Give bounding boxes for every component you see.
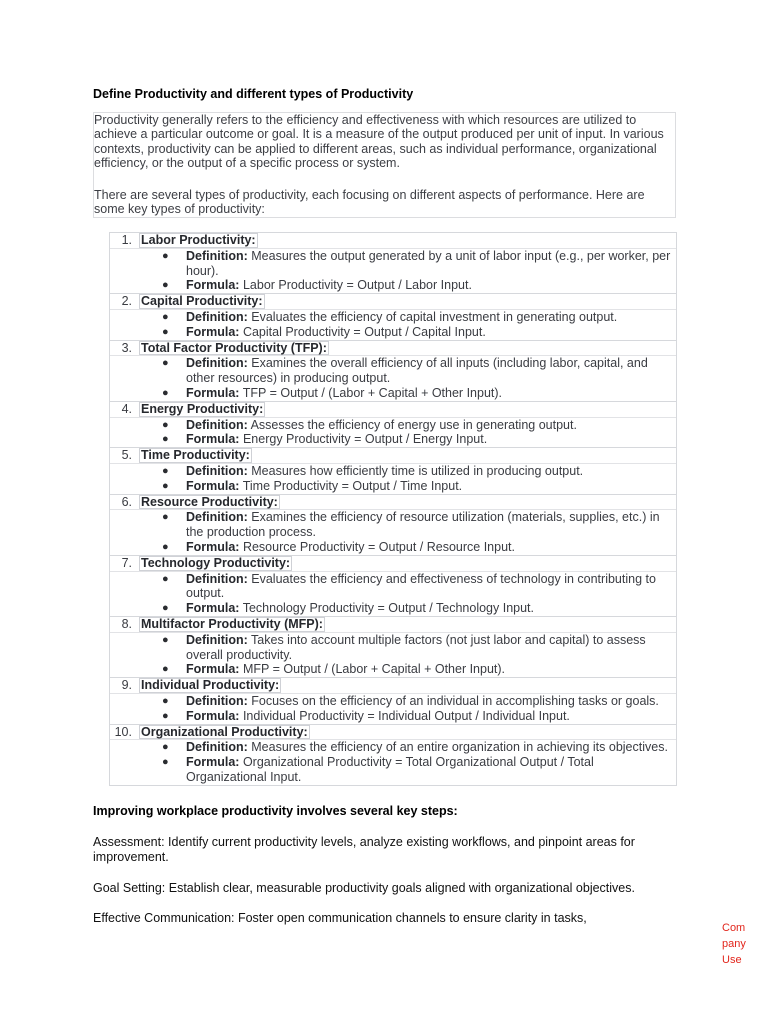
type-item-name: Total Factor Productivity (TFP): (141, 340, 327, 355)
bullet-dot-icon: ● (162, 756, 169, 769)
definition-bullet (110, 633, 676, 663)
definition-text: Examines the efficiency of resource utilization (materials, supplies, etc.) in the production process. (186, 510, 660, 540)
type-item-details (110, 463, 676, 494)
definition-label: Definition: (186, 248, 248, 263)
definition-label: Definition: (186, 632, 248, 647)
formula-text: Labor Productivity = Output / Labor Input. (239, 278, 472, 293)
type-item-header (110, 293, 676, 309)
formula-label: Formula: (186, 601, 240, 616)
definition-bullet (110, 694, 676, 709)
type-item-details (110, 571, 676, 616)
type-item-number: 10. (114, 724, 132, 739)
definition-label: Definition: (186, 417, 248, 432)
formula-text: Technology Productivity = Output / Technology Input. (239, 601, 534, 616)
type-item-header (110, 401, 676, 417)
bullet-dot-icon: ● (162, 709, 169, 722)
definition-label: Definition: (186, 510, 248, 525)
bullet-dot-icon: ● (162, 249, 169, 262)
type-item-header (110, 724, 676, 740)
definition-text: Measures the efficiency of an entire organization in achieving its objectives. (247, 740, 668, 755)
formula-text: Individual Productivity = Individual Output / Individual Input. (239, 708, 570, 723)
definition-label: Definition: (186, 309, 248, 324)
bullet-dot-icon: ● (162, 511, 169, 524)
formula-label: Formula: (186, 432, 240, 447)
formula-text: Capital Productivity = Output / Capital Input. (239, 324, 486, 339)
definition-label: Definition: (186, 693, 248, 708)
type-item-number: 4. (121, 401, 132, 416)
definition-bullet (110, 356, 676, 386)
definition-bullet (110, 310, 676, 325)
intro-paragraph-types: There are several types of productivity, each focusing on different aspects of performance. Here are some key types of productivity: (94, 187, 645, 217)
formula-bullet (110, 325, 676, 340)
formula-text: Resource Productivity = Output / Resource Input. (239, 539, 515, 554)
productivity-types-list (109, 232, 677, 786)
definition-bullet (110, 510, 676, 540)
bullet-dot-icon: ● (162, 433, 169, 446)
formula-bullet (110, 540, 676, 555)
formula-bullet (110, 601, 676, 616)
formula-bullet (110, 278, 676, 293)
intro-paragraph-definition: Productivity generally refers to the efficiency and effectiveness with which resources are utilized to achieve a particular outcome or goal. It is a measure of the output produced per unit of input. In various contexts, productivity can be applied to different areas, such as individual performance, organizational efficiency, or the output of a specific process or system. (94, 113, 664, 171)
company-use-stamp: Company Use (722, 922, 746, 966)
formula-label: Formula: (186, 278, 240, 293)
type-item-number: 3. (121, 340, 132, 355)
type-item-number: 8. (121, 616, 132, 631)
type-item-name: Resource Productivity: (141, 494, 278, 509)
type-item-name: Technology Productivity: (141, 555, 291, 570)
bullet-dot-icon: ● (162, 694, 169, 707)
definition-text: Takes into account multiple factors (not just labor and capital) to assess overall productivity. (186, 632, 646, 662)
bullet-dot-icon: ● (162, 663, 169, 676)
formula-label: Formula: (186, 708, 240, 723)
type-item-number: 9. (121, 678, 132, 693)
bullet-dot-icon: ● (162, 279, 169, 292)
formula-label: Formula: (186, 755, 240, 770)
formula-text: MFP = Output / (Labor + Capital + Other Input). (239, 662, 506, 677)
type-item-number: 5. (121, 448, 132, 463)
type-item-header (110, 494, 676, 510)
formula-label: Formula: (186, 478, 240, 493)
formula-label: Formula: (186, 662, 240, 677)
bullet-dot-icon: ● (162, 540, 169, 553)
formula-text: Time Productivity = Output / Time Input. (239, 478, 463, 493)
document-title: Define Productivity and different types of Productivity (93, 87, 414, 101)
definition-bullet (110, 464, 676, 479)
type-item-header (110, 677, 676, 693)
type-item-name: Organizational Productivity: (141, 724, 308, 739)
definition-text: Measures how efficiently time is utilized in producing output. (247, 463, 584, 478)
definition-label: Definition: (186, 463, 248, 478)
type-item-details (110, 355, 676, 400)
step-assessment: Assessment: Identify current productivity levels, analyze existing workflows, and pinpoint areas for improvement. (93, 835, 635, 864)
formula-label: Formula: (186, 324, 240, 339)
formula-text: TFP = Output / (Labor + Capital + Other Input). (239, 385, 503, 400)
type-item-details (110, 309, 676, 340)
definition-label: Definition: (186, 740, 248, 755)
formula-text: Organizational Productivity = Total Organizational Output / Total Organizational Input. (186, 755, 594, 784)
type-item-details (110, 739, 676, 784)
intro-block (93, 112, 676, 218)
definition-bullet (110, 572, 676, 602)
formula-label: Formula: (186, 385, 240, 400)
bullet-dot-icon: ● (162, 357, 169, 370)
type-item-name: Capital Productivity: (141, 294, 263, 309)
definition-text: Evaluates the efficiency and effectiveness of technology in contributing to output. (186, 571, 656, 601)
bullet-dot-icon: ● (162, 633, 169, 646)
formula-bullet (110, 662, 676, 677)
definition-text: Measures the output generated by a unit of labor input (e.g., per worker, per hour). (186, 248, 671, 278)
definition-label: Definition: (186, 356, 248, 371)
type-item-header (110, 616, 676, 632)
type-item-name: Time Productivity: (141, 448, 250, 463)
formula-text: Energy Productivity = Output / Energy Input. (239, 432, 488, 447)
type-item-name: Energy Productivity: (141, 401, 264, 416)
type-item-name: Multifactor Productivity (MFP): (141, 616, 323, 631)
bullet-dot-icon: ● (162, 464, 169, 477)
definition-text: Assesses the efficiency of energy use in generating output. (247, 417, 577, 432)
definition-label: Definition: (186, 571, 248, 586)
type-item-header (110, 447, 676, 463)
bullet-dot-icon: ● (162, 602, 169, 615)
definition-bullet (110, 249, 676, 279)
definition-text: Focuses on the efficiency of an individual in accomplishing tasks or goals. (247, 693, 659, 708)
formula-bullet (110, 479, 676, 494)
bullet-dot-icon: ● (162, 479, 169, 492)
type-item-details (110, 417, 676, 448)
type-item-name: Labor Productivity: (141, 233, 256, 247)
definition-bullet (110, 740, 676, 755)
bullet-dot-icon: ● (162, 325, 169, 338)
bullet-dot-icon: ● (162, 741, 169, 754)
type-item-name: Individual Productivity: (141, 678, 280, 693)
type-item-header (110, 340, 676, 356)
definition-text: Examines the overall efficiency of all inputs (including labor, capital, and other resources) in producing output. (186, 356, 648, 386)
type-item-details (110, 632, 676, 677)
improvement-heading: Improving workplace productivity involves several key steps: (93, 804, 458, 818)
bullet-dot-icon: ● (162, 310, 169, 323)
type-item-details (110, 248, 676, 293)
step-goal-setting: Goal Setting: Establish clear, measurable productivity goals aligned with organizational objectives. (93, 881, 635, 895)
formula-label: Formula: (186, 539, 240, 554)
bullet-dot-icon: ● (162, 386, 169, 399)
type-item-header (110, 233, 676, 248)
type-item-number: 7. (121, 555, 132, 570)
type-item-header (110, 555, 676, 571)
bullet-dot-icon: ● (162, 572, 169, 585)
formula-bullet (110, 709, 676, 724)
type-item-number: 1. (121, 233, 132, 247)
formula-bullet (110, 432, 676, 447)
step-effective-communication: Effective Communication: Foster open communication channels to ensure clarity in tasks, (93, 911, 587, 925)
formula-bullet (110, 755, 676, 785)
definition-text: Evaluates the efficiency of capital investment in generating output. (247, 309, 618, 324)
formula-bullet (110, 386, 676, 401)
type-item-details (110, 509, 676, 554)
type-item-number: 6. (121, 494, 132, 509)
type-item-number: 2. (121, 294, 132, 309)
bullet-dot-icon: ● (162, 418, 169, 431)
definition-bullet (110, 418, 676, 433)
type-item-details (110, 693, 676, 724)
